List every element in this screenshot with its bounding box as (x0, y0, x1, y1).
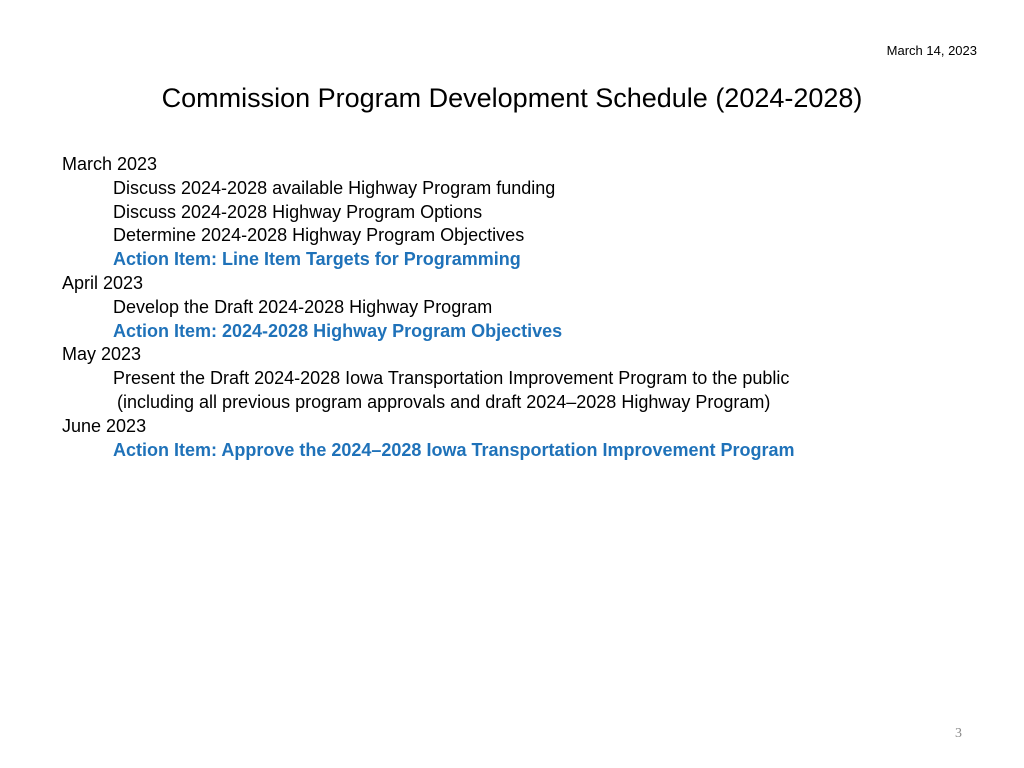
schedule-item: Present the Draft 2024-2028 Iowa Transportation Improvement Program to the public (113, 368, 790, 389)
month-heading-may: May 2023 (62, 344, 142, 365)
schedule-item: Determine 2024-2028 Highway Program Objectives (113, 225, 525, 246)
slide-date: March 14, 2023 (886, 43, 977, 58)
month-heading-march: March 2023 (62, 154, 158, 174)
schedule-item: Develop the Draft 2024-2028 Highway Program (113, 296, 493, 317)
schedule-item: Discuss 2024-2028 available Highway Program funding (113, 177, 556, 198)
slide-title: Commission Program Development Schedule (2024-2028) (161, 83, 863, 113)
month-heading-june: June 2023 (62, 415, 147, 436)
action-item: Action Item: Line Item Targets for Programming (113, 249, 521, 270)
month-heading-april: April 2023 (62, 272, 144, 293)
page-number: 3 (955, 726, 962, 741)
schedule-item: Discuss 2024-2028 Highway Program Options (113, 201, 483, 222)
schedule-item-note: (including all previous program approvals and draft 2024–2028 Highway Program) (117, 391, 771, 412)
schedule-list (62, 153, 795, 462)
action-item: Action Item: 2024-2028 Highway Program Objectives (113, 320, 563, 341)
action-item: Action Item: Approve the 2024–2028 Iowa Transportation Improvement Program (113, 439, 795, 460)
